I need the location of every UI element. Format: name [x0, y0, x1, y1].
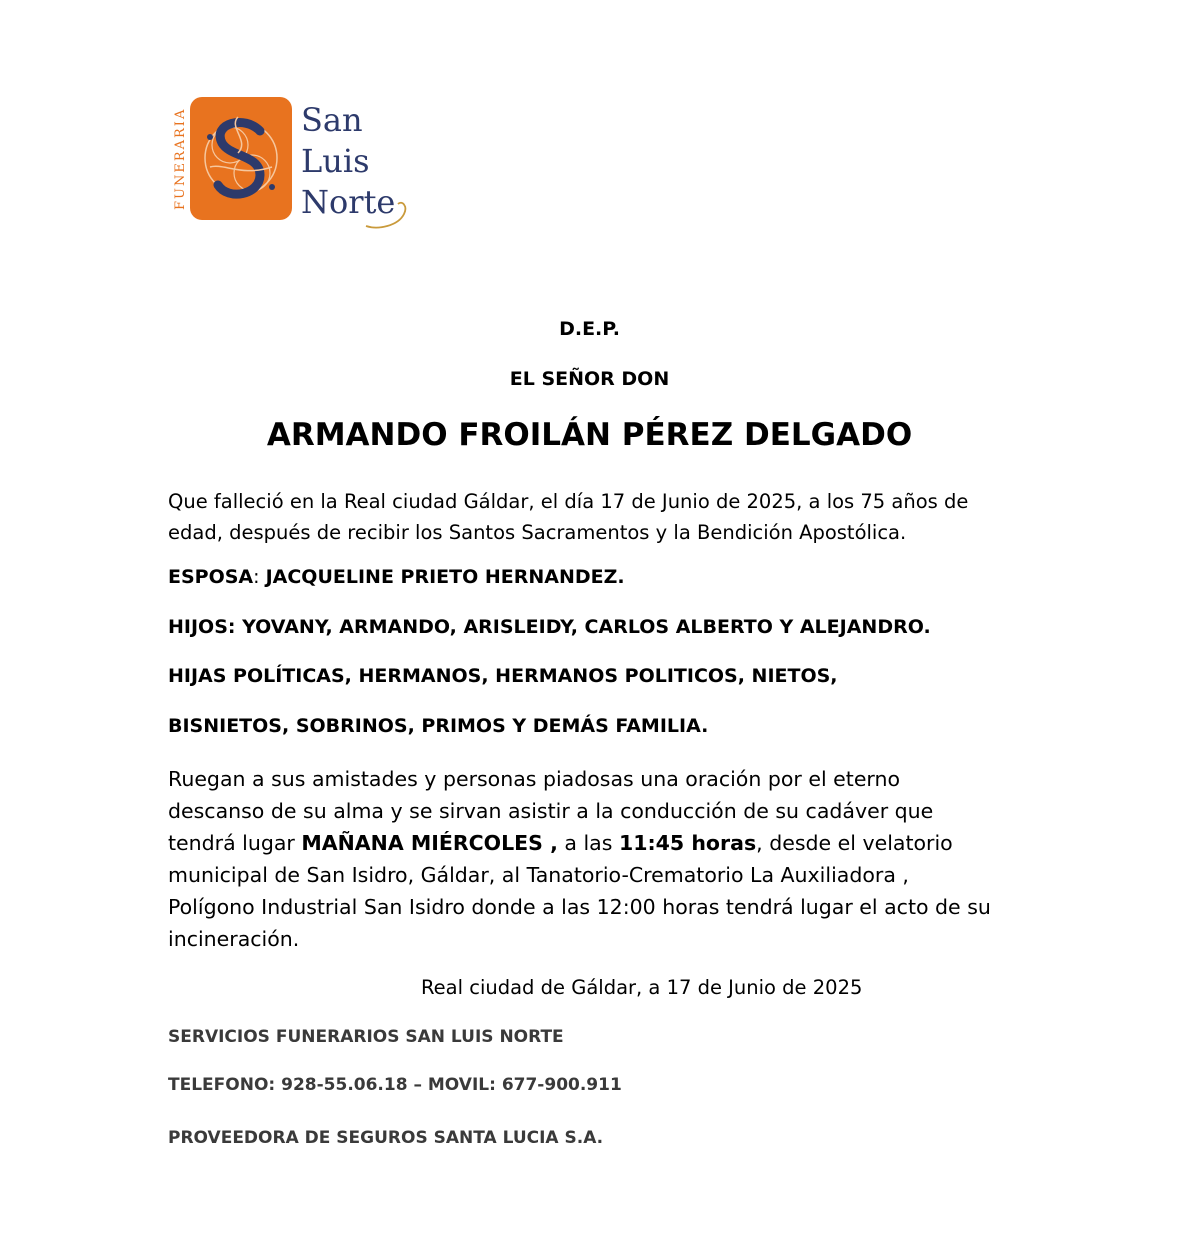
- logo-vertical-text: FUNERARIA: [173, 107, 188, 211]
- footer-phones: TELEFONO: 928-55.06.18 – MOVIL: 677-900.911: [168, 1075, 622, 1095]
- logo-swash-icon: [364, 196, 410, 230]
- ruegan-text-1: Ruegan a sus amistades y personas piadosas una oración por el eterno descanso de su alma y se sirvan asistir a la conducción de su cadáver que tendrá lugar: [168, 767, 934, 855]
- intro-paragraph: Que falleció en la Real ciudad Gáldar, el día 17 de Junio de 2025, a los 75 años de edad, después de recibir los Santos Sacramentos y la Bendición Apostólica.: [168, 490, 969, 544]
- esposa-line: ESPOSA: JACQUELINE PRIETO HERNANDEZ.: [168, 566, 625, 588]
- esposa-value: JACQUELINE PRIETO HERNANDEZ.: [265, 566, 625, 588]
- hijos-line: HIJOS: YOVANY, ARMANDO, ARISLEIDY, CARLOS ALBERTO Y ALEJANDRO.: [168, 616, 931, 638]
- ruegan-day: MAÑANA MIÉRCOLES ,: [301, 831, 558, 855]
- esposa-label: ESPOSA: [168, 566, 254, 588]
- footer-insurer: PROVEEDORA DE SEGUROS SANTA LUCIA S.A.: [168, 1128, 604, 1148]
- ruegan-text-3: , desde el velatorio municipal de San Isidro, Gáldar, al Tanatorio-Crematorio La Auxiliadora , Polígono Industrial San Isidro donde a las 12:00 horas tendrá lugar el acto de su incineración.: [168, 831, 991, 951]
- ruegan-paragraph: [168, 763, 998, 955]
- logo-emblem: [190, 97, 292, 220]
- logo-name-line-1: San: [301, 101, 363, 139]
- date-line: Real ciudad de Gáldar, a 17 de Junio de 2025: [421, 976, 863, 999]
- hijas-line: HIJAS POLÍTICAS, HERMANOS, HERMANOS POLITICOS, NIETOS,: [168, 665, 838, 687]
- dep-heading: D.E.P.: [559, 318, 620, 340]
- ruegan-time: 11:45 horas: [618, 831, 757, 855]
- footer-services: SERVICIOS FUNERARIOS SAN LUIS NORTE: [168, 1027, 564, 1047]
- title-prefix: EL SEÑOR DON: [509, 368, 670, 390]
- bisnietos-line: BISNIETOS, SOBRINOS, PRIMOS Y DEMÁS FAMILIA.: [168, 715, 709, 737]
- logo-name-line-3: Norte: [301, 183, 396, 221]
- logo-name-line-2: Luis: [301, 142, 370, 180]
- ruegan-text-2: a las: [557, 831, 619, 855]
- deceased-name: ARMANDO FROILÁN PÉREZ DELGADO: [266, 417, 913, 453]
